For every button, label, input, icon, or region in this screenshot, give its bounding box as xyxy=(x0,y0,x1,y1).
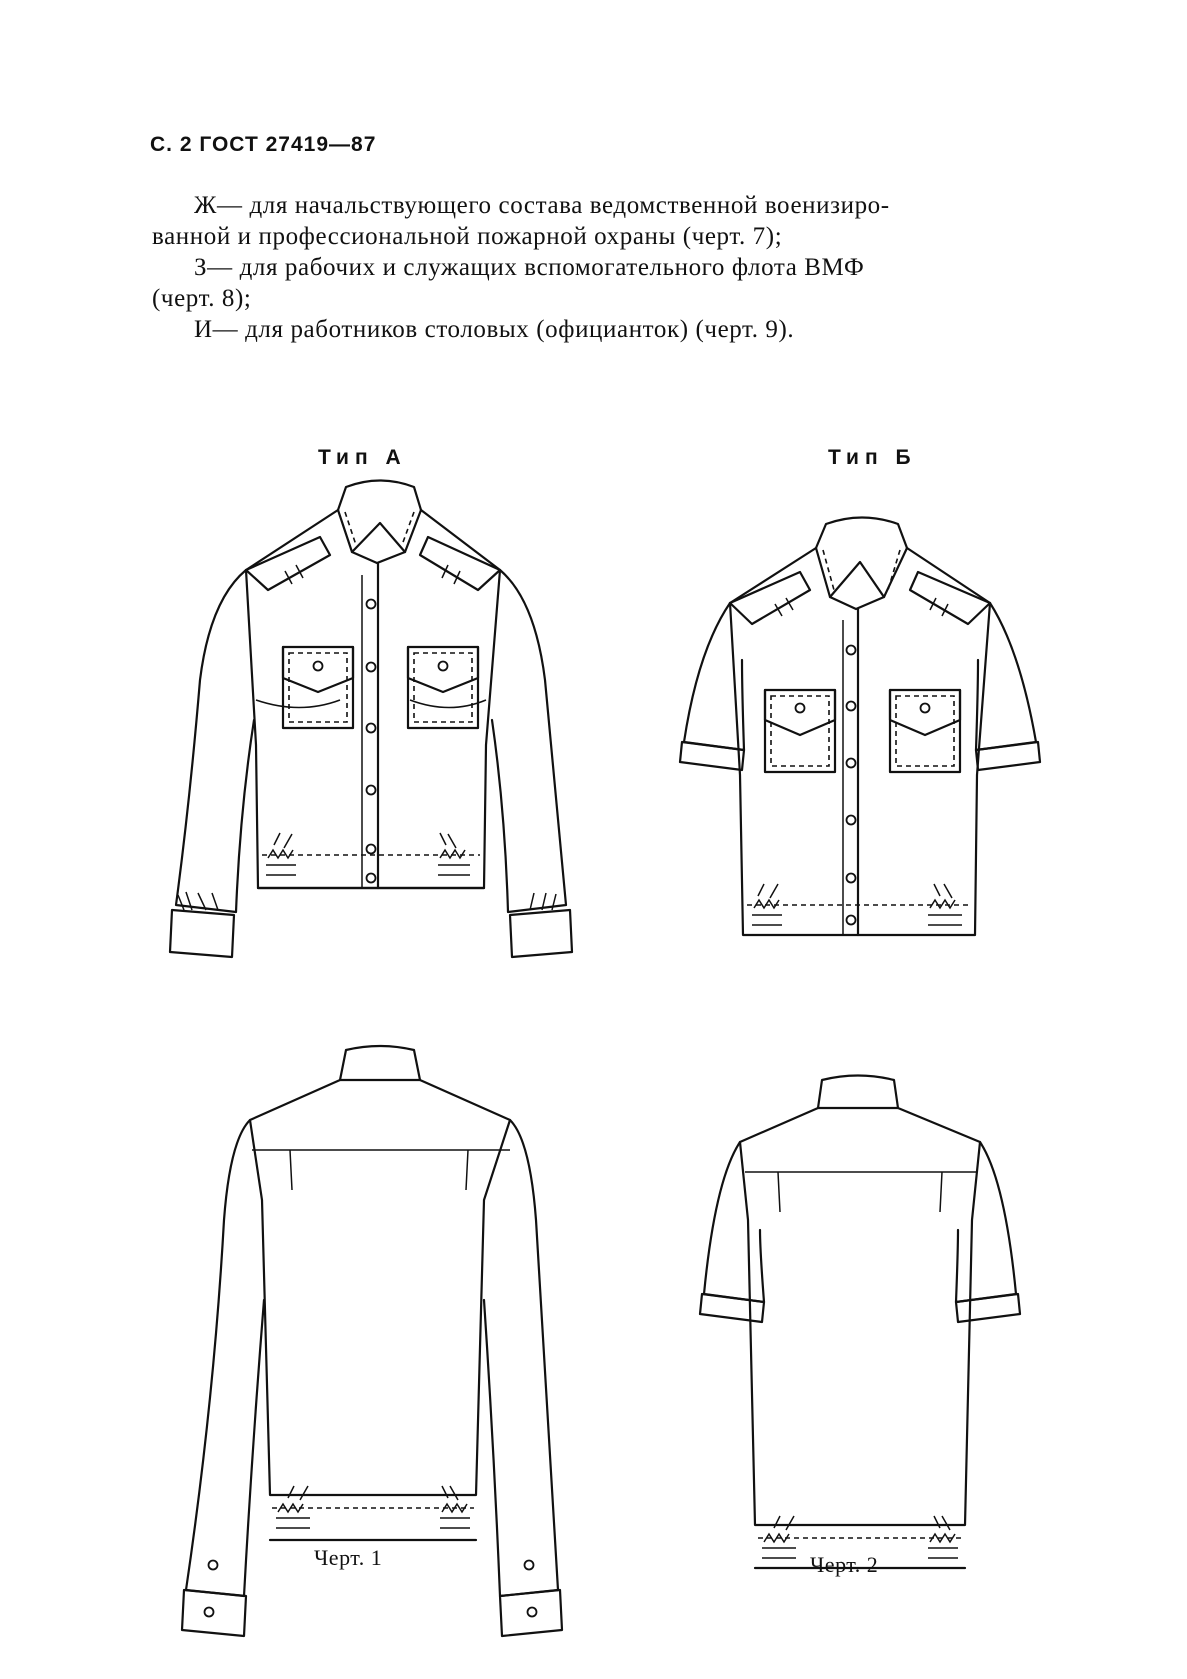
type-b-back-shirt-illustration xyxy=(700,1076,1020,1569)
item-letter: Ж xyxy=(194,192,217,219)
item-text: — для рабочих и служащих вспомогательного флота ВМФ xyxy=(207,254,865,281)
type-a-front-shirt-illustration xyxy=(170,481,572,958)
type-b-label: Тип Б xyxy=(828,446,917,469)
item-text: — для работников столовых (официанток) (черт. 9). xyxy=(212,316,795,343)
type-a-label: Тип А xyxy=(318,446,407,469)
page-header: С. 2 ГОСТ 27419—87 xyxy=(150,133,377,156)
item-letter: З xyxy=(194,254,208,281)
item-text: (черт. 8); xyxy=(152,285,252,312)
item-text: ванной и профессиональной пожарной охраны (черт. 7); xyxy=(152,223,783,250)
figure-caption-2: Черт. 2 xyxy=(810,1552,879,1577)
figure-caption-1: Черт. 1 xyxy=(314,1545,383,1570)
item-letter: И xyxy=(194,316,213,343)
item-text: — для начальствующего состава ведомственной военизиро- xyxy=(217,192,890,219)
type-b-front-shirt-illustration xyxy=(680,518,1040,936)
